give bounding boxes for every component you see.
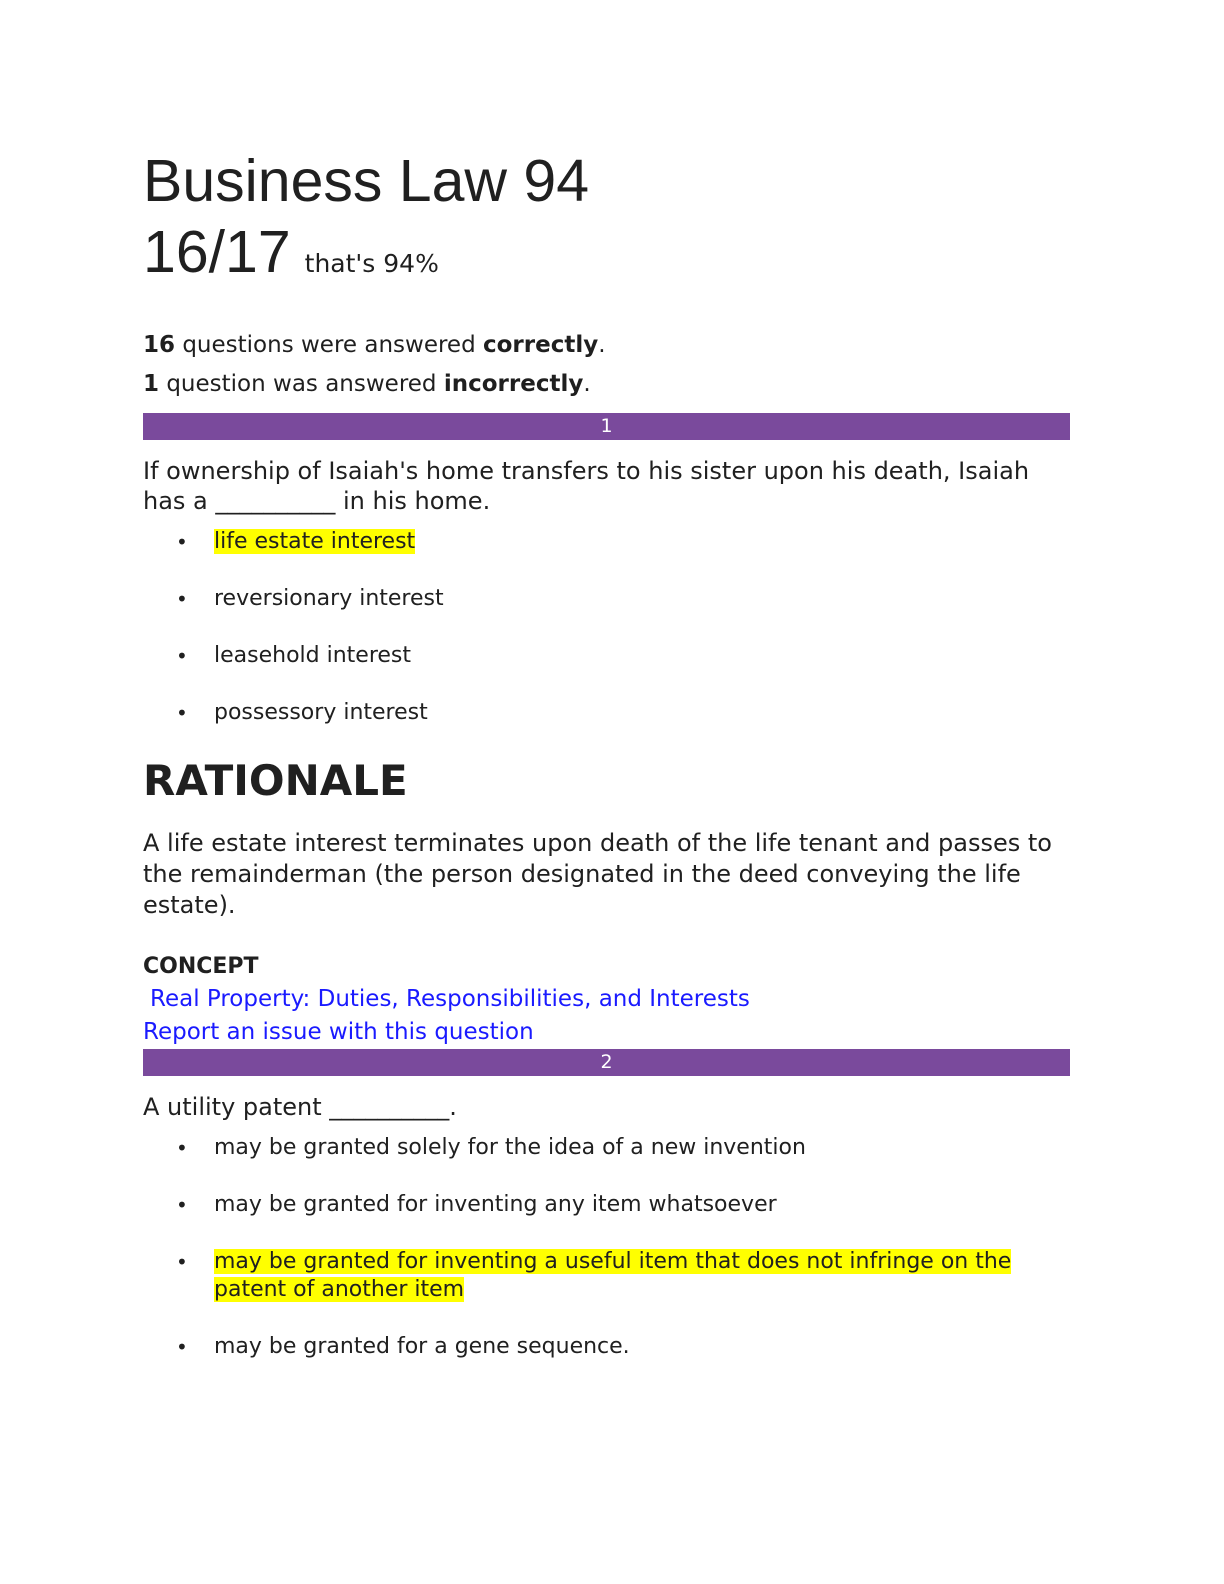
page-title: Business Law 94 <box>143 148 590 214</box>
bullet-icon: • <box>176 1335 188 1359</box>
rationale-heading: RATIONALE <box>143 756 408 805</box>
answer-option <box>143 1248 1070 1304</box>
concept-link[interactable]: Real Property: Duties, Responsibilities, and Interests <box>150 986 750 1012</box>
bullet-icon: • <box>176 701 188 725</box>
answer-option-text: may be granted for a gene sequence. <box>214 1334 630 1359</box>
score-value: 16/17 <box>143 219 291 285</box>
bullet-icon: • <box>176 644 188 668</box>
report-issue-link[interactable]: Report an issue with this question <box>143 1019 534 1045</box>
incorrect-count: 1 <box>143 371 160 397</box>
bullet-icon: • <box>176 587 188 611</box>
incorrect-summary-text: question was answered <box>159 371 444 397</box>
question-number-bar: 2 <box>143 1049 1070 1076</box>
score-line <box>143 218 1070 288</box>
bullet-icon: • <box>176 530 188 554</box>
answer-option-text-highlighted: life estate interest <box>214 529 416 554</box>
bullet-icon: • <box>176 1136 188 1160</box>
correct-period: . <box>598 332 606 358</box>
answer-option <box>143 1333 1070 1361</box>
answer-option-text: possessory interest <box>214 700 428 725</box>
bullet-icon: • <box>176 1193 188 1217</box>
answer-option-text: may be granted solely for the idea of a new invention <box>214 1135 806 1160</box>
correct-word: correctly <box>483 332 599 358</box>
answer-option <box>143 1134 1070 1162</box>
question-number-bar: 1 <box>143 413 1070 440</box>
answer-list <box>143 1134 1070 1361</box>
answer-option <box>143 585 1070 613</box>
rationale-text: A life estate interest terminates upon death of the life tenant and passes to the remainderman (the person designated in the deed conveying the life estate). <box>143 829 1052 919</box>
answer-option <box>143 642 1070 670</box>
document-page <box>143 148 1070 1390</box>
correct-summary-text: questions were answered <box>175 332 483 358</box>
incorrect-word: incorrectly <box>443 371 584 397</box>
results-summary <box>143 326 1070 404</box>
correct-count: 16 <box>143 332 176 358</box>
score-percent: that's 94% <box>304 249 439 278</box>
concept-heading: CONCEPT <box>143 954 259 979</box>
question-text: A utility patent __________. <box>143 1093 457 1121</box>
incorrect-summary <box>143 365 1070 404</box>
question-text: If ownership of Isaiah's home transfers to his sister upon his death, Isaiah has a __________ in his home. <box>143 457 1030 515</box>
answer-option-text: may be granted for inventing any item whatsoever <box>214 1192 777 1217</box>
answer-option <box>143 528 1070 556</box>
answer-option <box>143 1191 1070 1219</box>
answer-option-text: reversionary interest <box>214 586 444 611</box>
answer-option <box>143 699 1070 727</box>
incorrect-period: . <box>583 371 591 397</box>
answer-option-text-highlighted: may be granted for inventing a useful item that does not infringe on the patent of another item <box>214 1249 1012 1302</box>
answer-list <box>143 528 1070 727</box>
answer-option-text: leasehold interest <box>214 643 412 668</box>
bullet-icon: • <box>176 1250 188 1274</box>
correct-summary <box>143 326 1070 365</box>
